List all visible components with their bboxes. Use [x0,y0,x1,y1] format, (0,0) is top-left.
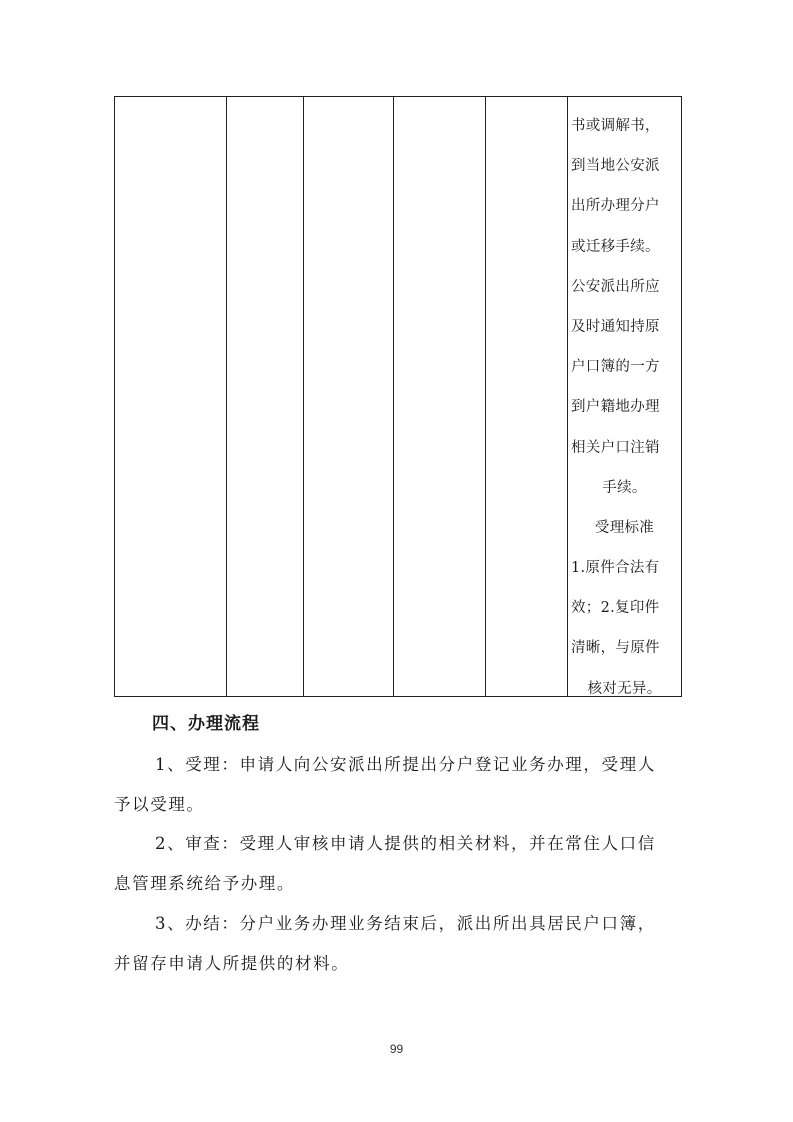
table-cell [115,97,227,697]
section-heading: 四、办理流程 [152,714,260,734]
paragraph-line: 3、办结：分户业务办理业务结束后，派出所出具居民户口簿， [155,914,656,933]
cell-line: 清晰，与原件 [571,640,660,657]
step-paragraph-review [114,824,684,904]
paragraph-line: 息管理系统给予办理。 [114,874,295,893]
cell-line: 出所办理分户 [571,198,660,215]
cell-line: 户口簿的一方 [571,359,660,376]
procedure-table [114,96,682,697]
cell-line: 核对无异。 [587,680,662,697]
paragraph-line: 1、受理：申请人向公安派出所提出分户登记业务办理，受理人 [155,755,656,774]
table-cell-requirements [568,97,682,697]
table-cell [486,97,568,697]
cell-line: 公安派出所应 [571,278,660,295]
step-paragraph-complete [114,904,684,984]
cell-text [568,106,681,709]
cell-line: 效；2.复印件 [571,600,660,617]
cell-line: 到户籍地办理 [571,399,660,416]
table-cell [304,97,394,697]
paragraph-line: 并留存申请人所提供的材料。 [114,954,350,973]
cell-line: 或迁移手续。 [571,238,660,255]
table-cell [394,97,486,697]
cell-line: 受理标准 [594,519,655,536]
step-paragraph-accept [114,745,684,825]
cell-line: 手续。 [602,479,647,496]
page-number: 99 [389,1042,404,1056]
table-cell [227,97,304,697]
cell-line: 相关户口注销 [571,439,660,456]
table-row [115,97,682,697]
cell-line: 1.原件合法有 [571,560,660,577]
paragraph-line: 予以受理。 [114,795,205,814]
cell-line: 书或调解书， [571,118,660,134]
cell-line: 到当地公安派 [571,158,660,175]
cell-line: 及时通知持原 [571,318,660,335]
paragraph-line: 2、审查：受理人审核申请人提供的相关材料，并在常住人口信 [155,834,656,853]
